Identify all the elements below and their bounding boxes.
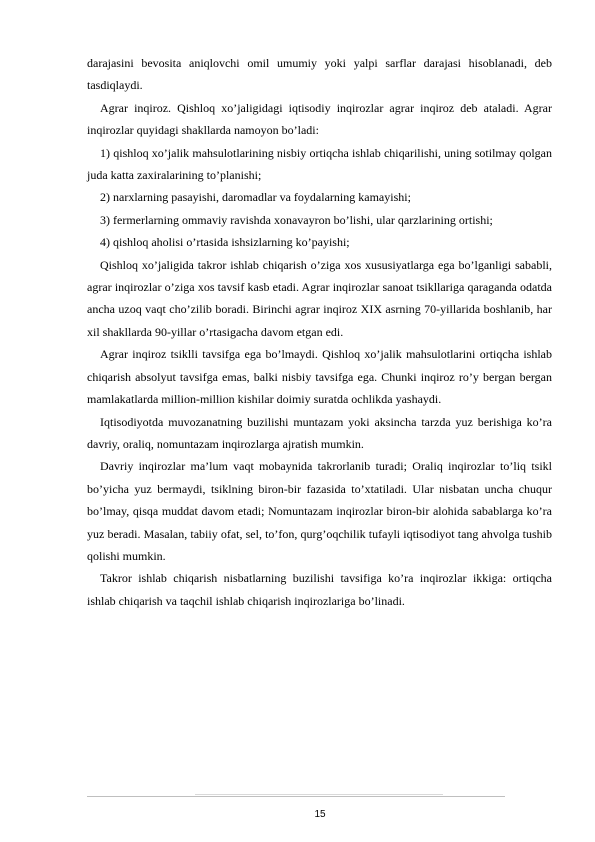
footer-divider xyxy=(87,796,505,797)
paragraph-davriy-inqirozlar: Davriy inqirozlar ma’lum vaqt mobaynida takrorlanib turadi; Oraliq inqirozlar to’liq tsikl bo’yicha yuz bermaydi, tsiklning biron-bir fazasida to’xtatiladi. Ular nisbatan uncha chuqur bo’lmay, qisqa muddat davom etadi; Nomuntazam inqirozlar biron-bir alohida sabablarga ko’ra yuz beradi. Masalan, tabiiy ofat, sel, to’fon, qurg’oqchilik tufayli iqtisodiyot tang ahvolga tushib qolishi mumkin. xyxy=(87,459,552,563)
paragraph-takror-ishlab: Takror ishlab chiqarish nisbatlarning buzilishi tavsifiga ko’ra inqirozlar ikkiga: ortiqcha ishlab chiqarish va taqchil ishlab chiqarish inqirozlariga bo’linadi. xyxy=(87,571,552,608)
paragraph-agrar-inqiroz: Agrar inqiroz. Qishloq xo’jaligidagi iqtisodiy inqirozlar agrar inqiroz deb ataladi. Agrar inqirozlar quyidagi shakllarda namoyon bo’ladi: xyxy=(87,100,552,138)
page-number: 15 xyxy=(314,809,326,820)
list-item-3: 3) fermerlarning ommaviy ravishda xonavayron bo’lishi, ular qarzlarining ortishi; xyxy=(100,212,493,227)
list-item-1: 1) qishloq xo’jalik mahsulotlarining nisbiy ortiqcha ishlab chiqarilishi, uning sotilmay qolgan juda katta zaxiralarining to’planishi; xyxy=(87,145,552,183)
paragraph-continuation: darajasini bevosita aniqlovchi omil umumiy yoki yalpi sarflar darajasi hisoblanadi, deb tasdiqlaydi. xyxy=(87,56,552,93)
paragraph-qishloq-xojaligida: Qishloq xo’jaligida takror ishlab chiqarish o’ziga xos xususiyatlarga ega bo’lganligi sababli, agrar inqirozlar o’ziga xos tavsif kasb etadi. Agrar inqirozlar sanoat tsikllariga qaraganda odatda ancha uzoq vaqt cho’zilib boradi. Birinchi agrar inqiroz XIX asrning 70-yillarida boshlanib, har xil shakllarda 90-yillar o’rtasigacha davom etgan edi. xyxy=(87,257,552,339)
footer-divider-inner xyxy=(195,794,443,795)
list-item-2: 2) narxlarning pasayishi, daromadlar va foydalarning kamayishi; xyxy=(100,190,411,205)
body-text xyxy=(87,52,552,612)
paragraph-tsiklli-tavsif: Agrar inqiroz tsiklli tavsifga ega bo’lmaydi. Qishloq xo’jalik mahsulotlarini ortiqcha ishlab chiqarish absolyut tavsifga emas, balki nisbiy tavsifga ega. Chunki inqiroz ro’y bergan bergan mamlakatlarda million-million kishilar doimiy suratda ochlikda yashaydi. xyxy=(87,347,552,407)
list-item-4: 4) qishloq aholisi o’rtasida ishsizlarning ko’payishi; xyxy=(100,235,350,250)
paragraph-muvozanat: Iqtisodiyotda muvozanatning buzilishi muntazam yoki aksincha tarzda yuz berishiga ko’ra davriy, oraliq, nomuntazam inqirozlarga ajratish mumkin. xyxy=(87,414,552,451)
